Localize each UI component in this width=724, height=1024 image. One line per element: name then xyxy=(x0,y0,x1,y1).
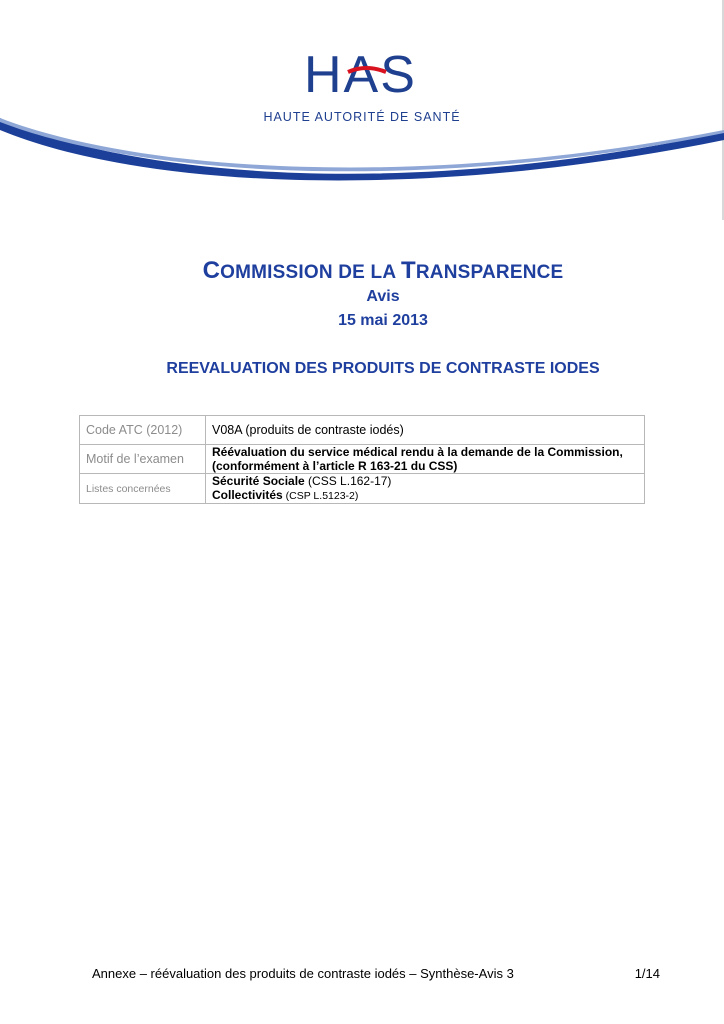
footer-text: Annexe – réévaluation des produits de contraste iodés – Synthèse-Avis 3 xyxy=(92,966,514,981)
row-value: Sécurité Sociale (CSS L.162-17) Collectivités (CSP L.5123-2) xyxy=(206,474,645,504)
table-row xyxy=(80,416,645,445)
row-value: V08A (produits de contraste iodés) xyxy=(206,416,645,445)
document-title: COMMISSION DE LA TRANSPARENCE xyxy=(202,257,564,284)
title-block xyxy=(0,257,724,331)
table-row xyxy=(80,445,645,474)
svg-text:HAS: HAS xyxy=(304,46,417,100)
row-label: Listes concernées xyxy=(80,474,206,504)
organisation-name: HAUTE AUTORITÉ DE SANTÉ xyxy=(263,110,461,124)
table-row xyxy=(80,474,645,504)
has-logo-mark xyxy=(304,42,424,100)
row-label: Motif de l’examen xyxy=(80,445,206,474)
document-type: Avis xyxy=(366,288,400,305)
info-table xyxy=(79,415,645,504)
row-value: Réévaluation du service médical rendu à la demande de la Commission, (conformément à l’article R 163-21 du CSS) xyxy=(206,445,645,474)
row-label: Code ATC (2012) xyxy=(80,416,206,445)
page-number: 1/14 xyxy=(634,966,660,981)
document-date: 15 mai 2013 xyxy=(338,312,428,329)
section-heading: REEVALUATION DES PRODUITS DE CONTRASTE IODES xyxy=(166,360,600,377)
header-swoosh xyxy=(0,110,724,200)
